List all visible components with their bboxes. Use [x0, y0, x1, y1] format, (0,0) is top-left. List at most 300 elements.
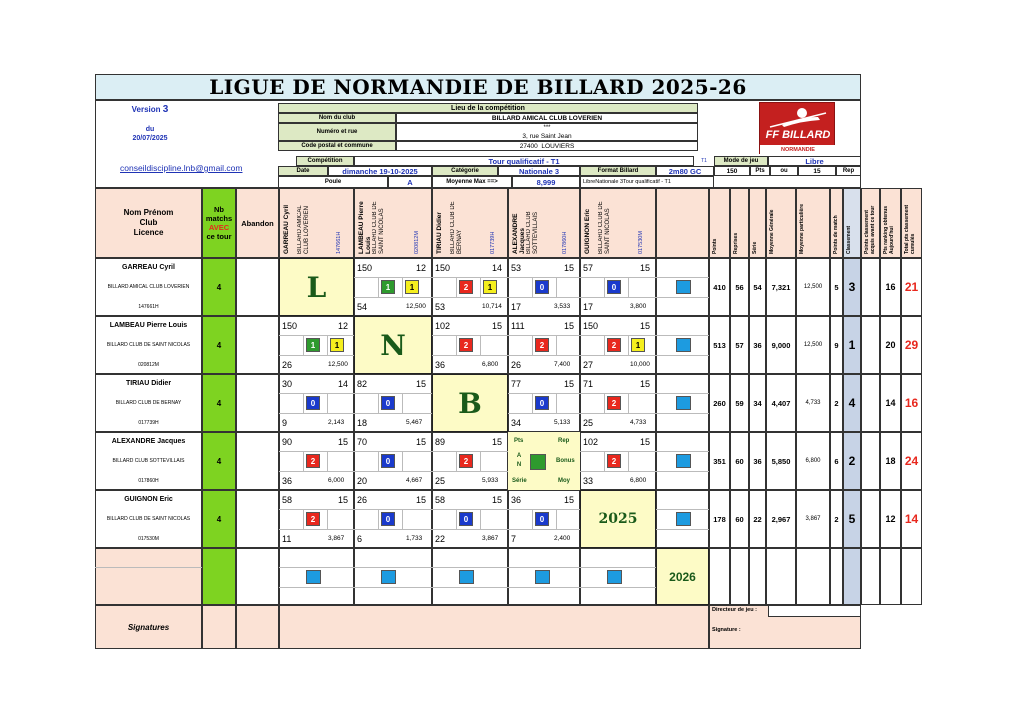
match-serie: 33 — [583, 476, 594, 486]
cell-divider — [303, 335, 304, 355]
player-name: GUIGNON Eric — [124, 495, 173, 503]
match-serie: 36 — [435, 360, 446, 370]
cell-divider — [508, 277, 580, 278]
match-points-square: 0 — [306, 396, 320, 410]
cell-divider — [456, 335, 457, 355]
cell-divider — [327, 451, 328, 471]
match-serie: 17 — [511, 302, 522, 312]
match-serie: 22 — [435, 534, 446, 544]
match-bonus-square: 1 — [330, 338, 344, 352]
match-moyenne: 3,533 — [554, 303, 571, 310]
cell-divider — [604, 393, 605, 413]
nb-matchs-cell: 4 — [202, 258, 236, 316]
stat-cell: 4 — [843, 374, 861, 432]
match-serie: 54 — [357, 302, 368, 312]
match-points-square: 2 — [535, 338, 549, 352]
player-club: BILLARD CLUB SOTTEVILLAIS — [112, 458, 185, 464]
competition-label: Compétition — [296, 156, 354, 166]
legend-an: A N — [516, 453, 522, 468]
match-points-square: 2 — [306, 454, 320, 468]
stat-cell: 12 — [880, 490, 901, 548]
format-value: 2m80 GC — [656, 166, 714, 176]
cell-divider — [580, 355, 656, 356]
stat-cell: 7,321 — [766, 258, 796, 316]
cell-divider — [327, 509, 328, 529]
cell-divider — [354, 509, 432, 510]
match-points: 89 — [435, 437, 446, 447]
cell-divider — [303, 451, 304, 471]
ffbillard-logo — [759, 102, 835, 154]
cell-divider — [656, 393, 709, 394]
match-serie: 36 — [282, 476, 293, 486]
match-points: 58 — [282, 495, 293, 505]
match-reprises: 15 — [564, 495, 575, 505]
empty-square — [535, 570, 550, 584]
match-moyenne: 5,933 — [482, 477, 499, 484]
empty-stat-cell — [796, 548, 830, 605]
cell-divider — [402, 509, 403, 529]
cell-divider — [402, 277, 403, 297]
player-licence: 017530M — [138, 536, 159, 542]
match-reprises: 12 — [416, 263, 427, 273]
player-club: BILLARD CLUB DE SAINT NICOLAS — [106, 516, 191, 522]
cell-divider — [303, 393, 304, 413]
match-moyenne: 1,733 — [406, 535, 423, 542]
stat-cell: 24 — [901, 432, 922, 490]
cell-divider — [656, 297, 709, 298]
match-reprises: 15 — [338, 437, 349, 447]
version-date: 20/07/2025 — [132, 134, 168, 142]
match-points-square: 0 — [535, 512, 549, 526]
cell-divider — [508, 567, 580, 568]
nb-matchs-cell: 4 — [202, 432, 236, 490]
column-head-name: GARREAU Cyril — [283, 204, 290, 254]
cell-divider — [508, 587, 580, 588]
cell-divider — [580, 587, 656, 588]
cell-divider — [656, 335, 709, 336]
empty-stat-cell — [766, 548, 796, 605]
date-label: Date — [278, 166, 328, 176]
version-label: Version — [131, 104, 161, 114]
match-bonus-square: 1 — [483, 280, 497, 294]
match-points: 57 — [583, 263, 594, 273]
cell-divider — [628, 393, 629, 413]
column-head-licence: 017530M — [638, 231, 644, 254]
stat-header-label: Points classement acquis avant ce tour — [864, 205, 876, 254]
competition-value: Tour qualificatif - T1 — [354, 156, 694, 166]
cell-divider — [556, 335, 557, 355]
stat-cell: 4,407 — [766, 374, 796, 432]
match-serie: 25 — [583, 418, 594, 428]
cell-divider — [580, 277, 656, 278]
cell-divider — [480, 277, 481, 297]
stat-cell: 4,733 — [796, 374, 830, 432]
match-moyenne: 6,800 — [630, 477, 647, 484]
stat-cell: 21 — [901, 258, 922, 316]
match-moyenne: 10,714 — [482, 303, 502, 310]
cell-divider — [532, 277, 533, 297]
column-head-licence: 020812M — [414, 231, 420, 254]
empty-square — [459, 570, 474, 584]
empty-square — [607, 570, 622, 584]
match-reprises: 15 — [640, 379, 651, 389]
stat-cell — [861, 374, 880, 432]
cell-divider — [303, 509, 304, 529]
stat-cell: 410 — [709, 258, 730, 316]
stat-cell: 20 — [880, 316, 901, 374]
legend-moy: Moy — [558, 478, 570, 484]
cell-divider — [508, 509, 580, 510]
abandon-cell[interactable] — [236, 432, 279, 490]
player-name: GARREAU Cyril — [122, 263, 175, 271]
match-points-square: 2 — [607, 338, 621, 352]
rue-stars: *** — [543, 125, 551, 131]
stat-cell: 60 — [730, 490, 749, 548]
rue-box — [396, 123, 698, 141]
match-reprises: 15 — [338, 495, 349, 505]
match-serie: 27 — [583, 360, 594, 370]
column-head-name: LAMBEAU Pierre Louis — [358, 201, 372, 254]
directeur-label: Directeur de jeu : — [712, 607, 757, 613]
cell-divider — [628, 451, 629, 471]
match-moyenne: 2,400 — [554, 535, 571, 542]
match-reprises: 15 — [640, 437, 651, 447]
cell-divider — [656, 471, 709, 472]
match-reprises: 15 — [564, 321, 575, 331]
cell-divider — [456, 277, 457, 297]
lieu-heading: Lieu de la compétition — [278, 103, 698, 113]
categorie-label: Catégorie — [432, 166, 498, 176]
empty-square — [381, 570, 396, 584]
cell-divider — [432, 297, 508, 298]
cell-divider — [508, 393, 580, 394]
cell-divider — [279, 413, 354, 414]
match-moyenne: 5,133 — [554, 419, 571, 426]
stat-cell: 5 — [843, 490, 861, 548]
match-serie: 34 — [511, 418, 522, 428]
match-reprises: 14 — [338, 379, 349, 389]
match-serie: 26 — [282, 360, 293, 370]
abandon-cell[interactable] — [236, 490, 279, 548]
match-points: 36 — [511, 495, 522, 505]
match-points-square: 2 — [459, 454, 473, 468]
cell-divider — [432, 587, 508, 588]
cell-divider — [432, 567, 508, 568]
stat-cell: 6,800 — [796, 432, 830, 490]
cell-divider — [402, 393, 403, 413]
stat-header-label: Moyenne particulière — [799, 203, 805, 254]
column-head-club: BILLARD CLUB DE BERNAY — [450, 201, 463, 254]
email-link[interactable]: conseildiscipline.lnb@gmail.com — [120, 163, 243, 173]
signature-area — [279, 605, 709, 649]
stat-cell — [861, 490, 880, 548]
column-head-name: TIRIAU Didier — [436, 212, 443, 254]
match-points-square: 0 — [535, 396, 549, 410]
player-club: BILLARD AMICAL CLUB LOVERIEN — [107, 284, 190, 290]
legend-rep: Rep — [558, 438, 570, 444]
cell-divider — [656, 413, 709, 414]
stat-cell: 3,867 — [796, 490, 830, 548]
match-points: 77 — [511, 379, 522, 389]
column-head-club: BILLARD CLUB SOTTEVILLAIS — [526, 211, 539, 254]
reference-value: LibreNationale 3Tour qualificatif - T1 — [580, 176, 714, 188]
stat-cell: 1 — [843, 316, 861, 374]
cell-divider — [402, 451, 403, 471]
diagonal-cell: L — [279, 258, 354, 316]
cell-divider — [279, 471, 354, 472]
stat-header-label: Points — [712, 238, 718, 254]
stat-cell: 54 — [749, 258, 766, 316]
stat-cell — [861, 258, 880, 316]
match-points-square: 0 — [459, 512, 473, 526]
match-moyenne: 4,667 — [406, 477, 423, 484]
empty-stat-cell — [880, 548, 901, 605]
rep-value: 15 — [798, 166, 836, 176]
stat-cell — [861, 316, 880, 374]
signature-cell-nb — [202, 605, 236, 649]
match-points-square: 2 — [607, 454, 621, 468]
match-points-square: 0 — [607, 280, 621, 294]
match-moyenne: 3,800 — [630, 303, 647, 310]
empty-stat-cell — [709, 548, 730, 605]
column-head-club: BILLARD CLUB DE SAINT NICOLAS — [598, 201, 611, 254]
cell-divider — [456, 451, 457, 471]
match-serie: 9 — [282, 418, 288, 428]
match-points: 102 — [435, 321, 451, 331]
match-points-square: 2 — [459, 338, 473, 352]
match-points: 82 — [357, 379, 368, 389]
match-reprises: 12 — [338, 321, 349, 331]
match-serie: 25 — [435, 476, 446, 486]
cell-divider — [580, 297, 656, 298]
empty-stat-cell — [730, 548, 749, 605]
stat-cell: 2 — [830, 490, 843, 548]
player-name: TIRIAU Didier — [125, 379, 172, 387]
empty-square — [676, 280, 691, 294]
stat-cell: 178 — [709, 490, 730, 548]
signatures-label: Signatures — [95, 605, 202, 649]
column-head-6 — [656, 188, 709, 258]
abandon-cell[interactable] — [236, 374, 279, 432]
empty-row-nb — [202, 548, 236, 605]
cell-divider — [532, 335, 533, 355]
diagonal-cell: N — [354, 316, 432, 374]
cell-divider — [279, 355, 354, 356]
poule-label: Poule — [278, 176, 388, 188]
cell-divider — [508, 529, 580, 530]
empty-stat-cell — [749, 548, 766, 605]
match-points: 111 — [511, 321, 525, 331]
stat-header-label: Points de match — [833, 215, 839, 254]
stat-cell: 14 — [901, 490, 922, 548]
stat-cell: 5 — [830, 258, 843, 316]
match-reprises: 15 — [640, 321, 651, 331]
match-reprises: 15 — [492, 321, 503, 331]
stat-header-label: Reprises — [733, 232, 739, 254]
match-serie: 11 — [282, 534, 292, 544]
cell-divider — [656, 277, 709, 278]
cell-divider — [604, 451, 605, 471]
match-moyenne: 3,867 — [482, 535, 499, 542]
page-title: LIGUE DE NORMANDIE DE BILLARD 2025-26 — [209, 75, 747, 99]
abandon-cell[interactable] — [236, 258, 279, 316]
name-header: Nom Prénom Club Licence — [95, 188, 202, 258]
cell-divider — [354, 471, 432, 472]
stat-cell: 36 — [749, 316, 766, 374]
match-points: 150 — [282, 321, 298, 331]
match-reprises: 15 — [564, 263, 575, 273]
cell-divider — [580, 567, 656, 568]
cell-divider — [508, 413, 580, 414]
cell-divider — [580, 335, 656, 336]
match-moyenne: 12,500 — [328, 361, 348, 368]
cell-divider — [532, 509, 533, 529]
match-serie: 7 — [511, 534, 517, 544]
empty-stat-cell — [861, 548, 880, 605]
moyenne-max-label: Moyenne Max ==> — [432, 176, 512, 188]
signature-label: Signature : — [712, 627, 741, 633]
cell-divider — [456, 509, 457, 529]
cell-divider — [656, 529, 709, 530]
cell-divider — [354, 529, 432, 530]
rue-value: 3, rue Saint Jean — [522, 132, 572, 140]
cell-divider — [556, 277, 557, 297]
column-head-licence: 147661H — [336, 231, 342, 254]
cell-divider — [556, 509, 557, 529]
match-moyenne: 6,800 — [482, 361, 499, 368]
cell-divider — [354, 297, 432, 298]
match-moyenne: 10,000 — [630, 361, 650, 368]
year-2026-cell: 2026 — [656, 548, 709, 605]
cell-divider — [580, 393, 656, 394]
match-reprises: 15 — [416, 437, 427, 447]
categorie-value: Nationale 3 — [498, 166, 580, 176]
cell-divider — [279, 567, 354, 568]
cell-divider — [480, 335, 481, 355]
column-head-club: BILLARD CLUB DE SAINT NICOLAS — [372, 201, 385, 254]
cell-divider — [279, 335, 354, 336]
pts-value: 150 — [714, 166, 750, 176]
match-points: 70 — [357, 437, 368, 447]
stat-cell: 22 — [749, 490, 766, 548]
match-points-square: 2 — [459, 280, 473, 294]
cell-divider — [279, 529, 354, 530]
empty-square — [676, 338, 691, 352]
mode-value: Libre — [768, 156, 861, 166]
stat-cell: 2 — [830, 374, 843, 432]
legend-pts: Pts — [514, 438, 524, 444]
cell-divider — [628, 277, 629, 297]
match-points-square: 0 — [381, 454, 395, 468]
match-reprises: 15 — [492, 495, 503, 505]
match-moyenne: 12,500 — [406, 303, 426, 310]
cell-divider — [432, 509, 508, 510]
abandon-cell[interactable] — [236, 316, 279, 374]
commune-value: LOUVIERS — [541, 142, 575, 150]
match-points: 150 — [583, 321, 599, 331]
stat-cell: 9 — [830, 316, 843, 374]
match-moyenne: 4,733 — [630, 419, 647, 426]
stat-cell: 56 — [730, 258, 749, 316]
stat-cell: 5,850 — [766, 432, 796, 490]
match-points: 150 — [357, 263, 373, 273]
column-head-name: GUIGNON Eric — [584, 208, 591, 254]
match-moyenne: 3,867 — [328, 535, 345, 542]
match-serie: 18 — [357, 418, 368, 428]
cell-divider — [378, 451, 379, 471]
player-club: BILLARD CLUB DE SAINT NICOLAS — [106, 342, 191, 348]
cell-divider — [532, 393, 533, 413]
player-licence: 017739H — [138, 420, 159, 426]
empty-square — [676, 454, 691, 468]
rue-label: Numéro et rue — [278, 123, 396, 141]
match-points: 26 — [357, 495, 368, 505]
mode-label: Mode de jeu — [714, 156, 768, 166]
cell-divider — [378, 277, 379, 297]
cell-divider — [354, 393, 432, 394]
match-reprises: 15 — [416, 495, 427, 505]
stat-cell: 9,000 — [766, 316, 796, 374]
match-points-square: 1 — [306, 338, 320, 352]
player-licence: 147661H — [138, 304, 159, 310]
title-bar — [95, 74, 861, 100]
stat-header-label: Moyenne Générale — [769, 209, 775, 254]
cell-divider — [279, 509, 354, 510]
legend-bonus: Bonus — [556, 458, 575, 464]
stat-cell: 351 — [709, 432, 730, 490]
version-line — [110, 103, 190, 115]
row-divider — [95, 567, 202, 568]
stat-cell: 60 — [730, 432, 749, 490]
stat-cell: 34 — [749, 374, 766, 432]
stat-cell: 2,967 — [766, 490, 796, 548]
cell-divider — [480, 509, 481, 529]
nb-matchs-cell: 4 — [202, 316, 236, 374]
match-reprises: 15 — [416, 379, 427, 389]
billard-player-icon — [760, 103, 836, 129]
signature-cell-abandon — [236, 605, 279, 649]
empty-square — [306, 570, 321, 584]
cell-divider — [378, 393, 379, 413]
cell-divider — [580, 471, 656, 472]
legend-green-square — [530, 454, 546, 470]
column-head-licence: 017860H — [562, 231, 568, 254]
directeur-field[interactable] — [768, 605, 861, 617]
cell-divider — [354, 587, 432, 588]
cell-divider — [656, 355, 709, 356]
cell-divider — [432, 529, 508, 530]
empty-row-name — [95, 548, 202, 605]
cell-divider — [656, 509, 709, 510]
cell-divider — [580, 413, 656, 414]
column-head-name: ALEXANDRE Jacques — [512, 213, 526, 254]
match-points-square: 0 — [535, 280, 549, 294]
cell-divider — [628, 335, 629, 355]
cell-divider — [556, 393, 557, 413]
cell-divider — [604, 277, 605, 297]
club-label: Nom du club — [278, 113, 396, 123]
match-points: 53 — [511, 263, 522, 273]
poule-value: A — [388, 176, 432, 188]
match-points: 71 — [583, 379, 594, 389]
match-points-square: 2 — [607, 396, 621, 410]
nb-matchs-cell: 4 — [202, 374, 236, 432]
match-moyenne: 7,400 — [554, 361, 571, 368]
player-licence: 017860H — [138, 478, 159, 484]
version-number: 3 — [162, 103, 169, 115]
stat-cell: 513 — [709, 316, 730, 374]
cell-divider — [327, 335, 328, 355]
